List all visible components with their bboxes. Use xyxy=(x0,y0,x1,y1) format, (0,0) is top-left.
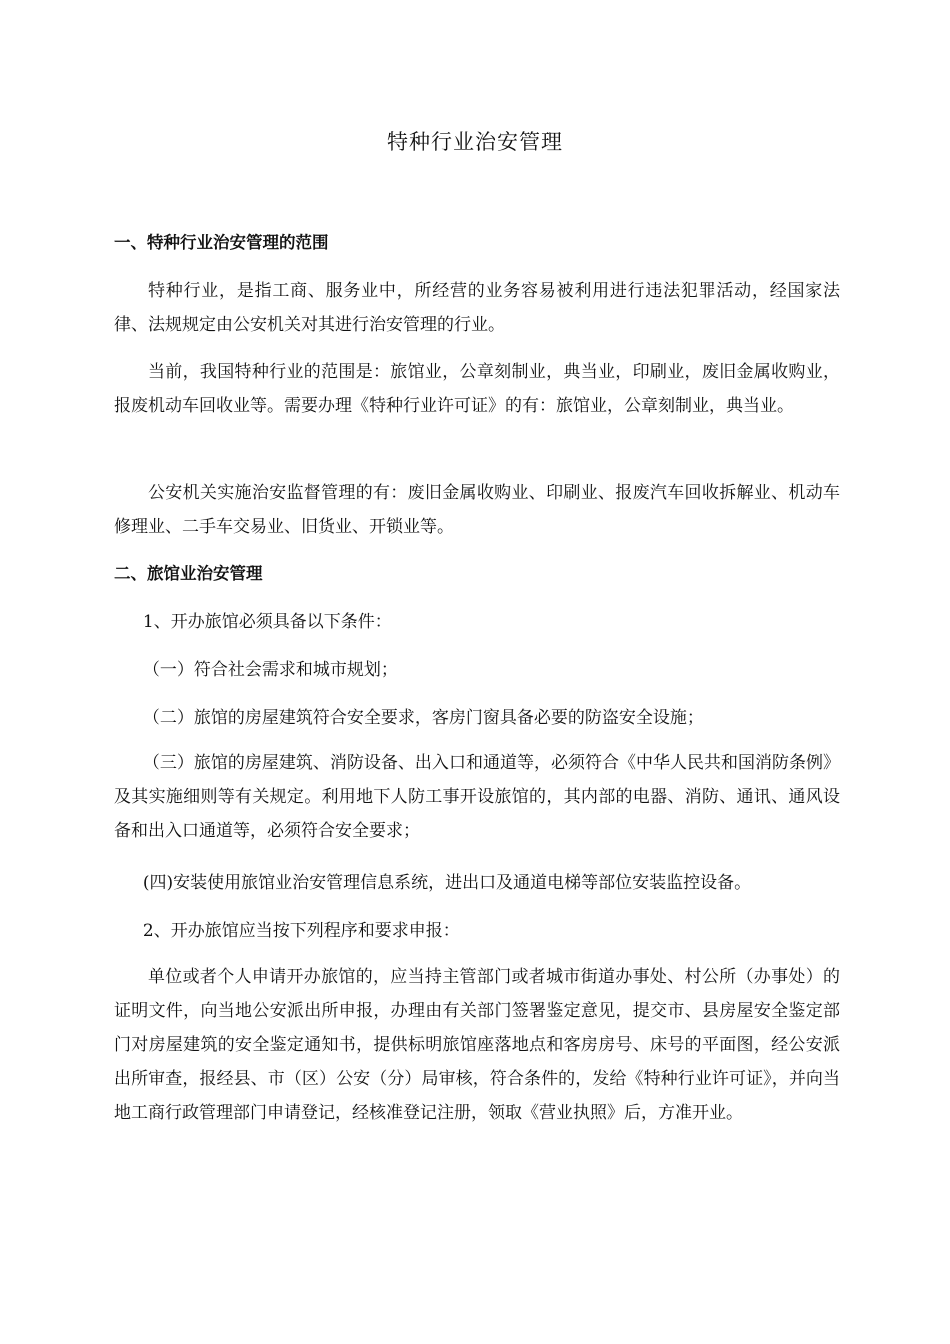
section-1-paragraph-2: 当前，我国特种行业的范围是：旅馆业，公章刻制业，典当业，印刷业，废旧金属收购业，报废机动车回收业等。需要办理《特种行业许可证》的有：旅馆业，公章刻制业，典当业。 xyxy=(114,362,840,416)
condition-4: (四)安装使用旅馆业治安管理信息系统，进出口及通道电梯等部位安装监控设备。 xyxy=(142,873,752,893)
section-1-heading: 一、特种行业治安管理的范围 xyxy=(114,233,329,252)
application-paragraph: 单位或者个人申请开办旅馆的，应当持主管部门或者城市街道办事处、村公所（办事处）的证明文件，向当地公安派出所申报，办理由有关部门签署鉴定意见，提交市、县房屋安全鉴定部门对房屋建筑的安全鉴定通知书，提供标明旅馆座落地点和客房房号、床号的平面图，经公安派出所审查，报经县、市（区）公安（分）局审核，符合条件的，发给《特种行业许可证》，并向当地工商行政管理部门申请登记，经核准登记注册，领取《营业执照》后，方准开业。 xyxy=(114,967,840,1123)
section-2-item-2: 2、开办旅馆应当按下列程序和要求申报： xyxy=(142,921,460,941)
condition-2: （二）旅馆的房屋建筑符合安全要求，客房门窗具备必要的防盗安全设施； xyxy=(142,708,704,728)
document-title: 特种行业治安管理 xyxy=(387,130,563,154)
condition-1: （一）符合社会需求和城市规划； xyxy=(142,660,398,680)
section-1-paragraph-3: 公安机关实施治安监督管理的有：废旧金属收购业、印刷业、报废汽车回收拆解业、机动车修理业、二手车交易业、旧货业、开锁业等。 xyxy=(114,483,840,537)
section-1-paragraph-1: 特种行业，是指工商、服务业中，所经营的业务容易被利用进行违法犯罪活动，经国家法律、法规规定由公安机关对其进行治安管理的行业。 xyxy=(114,281,840,335)
section-2-item-1: 1、开办旅馆必须具备以下条件： xyxy=(142,612,392,632)
condition-3: （三）旅馆的房屋建筑、消防设备、出入口和通道等，必须符合《中华人民共和国消防条例》及其实施细则等有关规定。利用地下人防工事开设旅馆的，其内部的电器、消防、通讯、通风设备和出入口通道等，必须符合安全要求； xyxy=(114,753,840,841)
section-2-heading: 二、旅馆业治安管理 xyxy=(114,564,263,583)
